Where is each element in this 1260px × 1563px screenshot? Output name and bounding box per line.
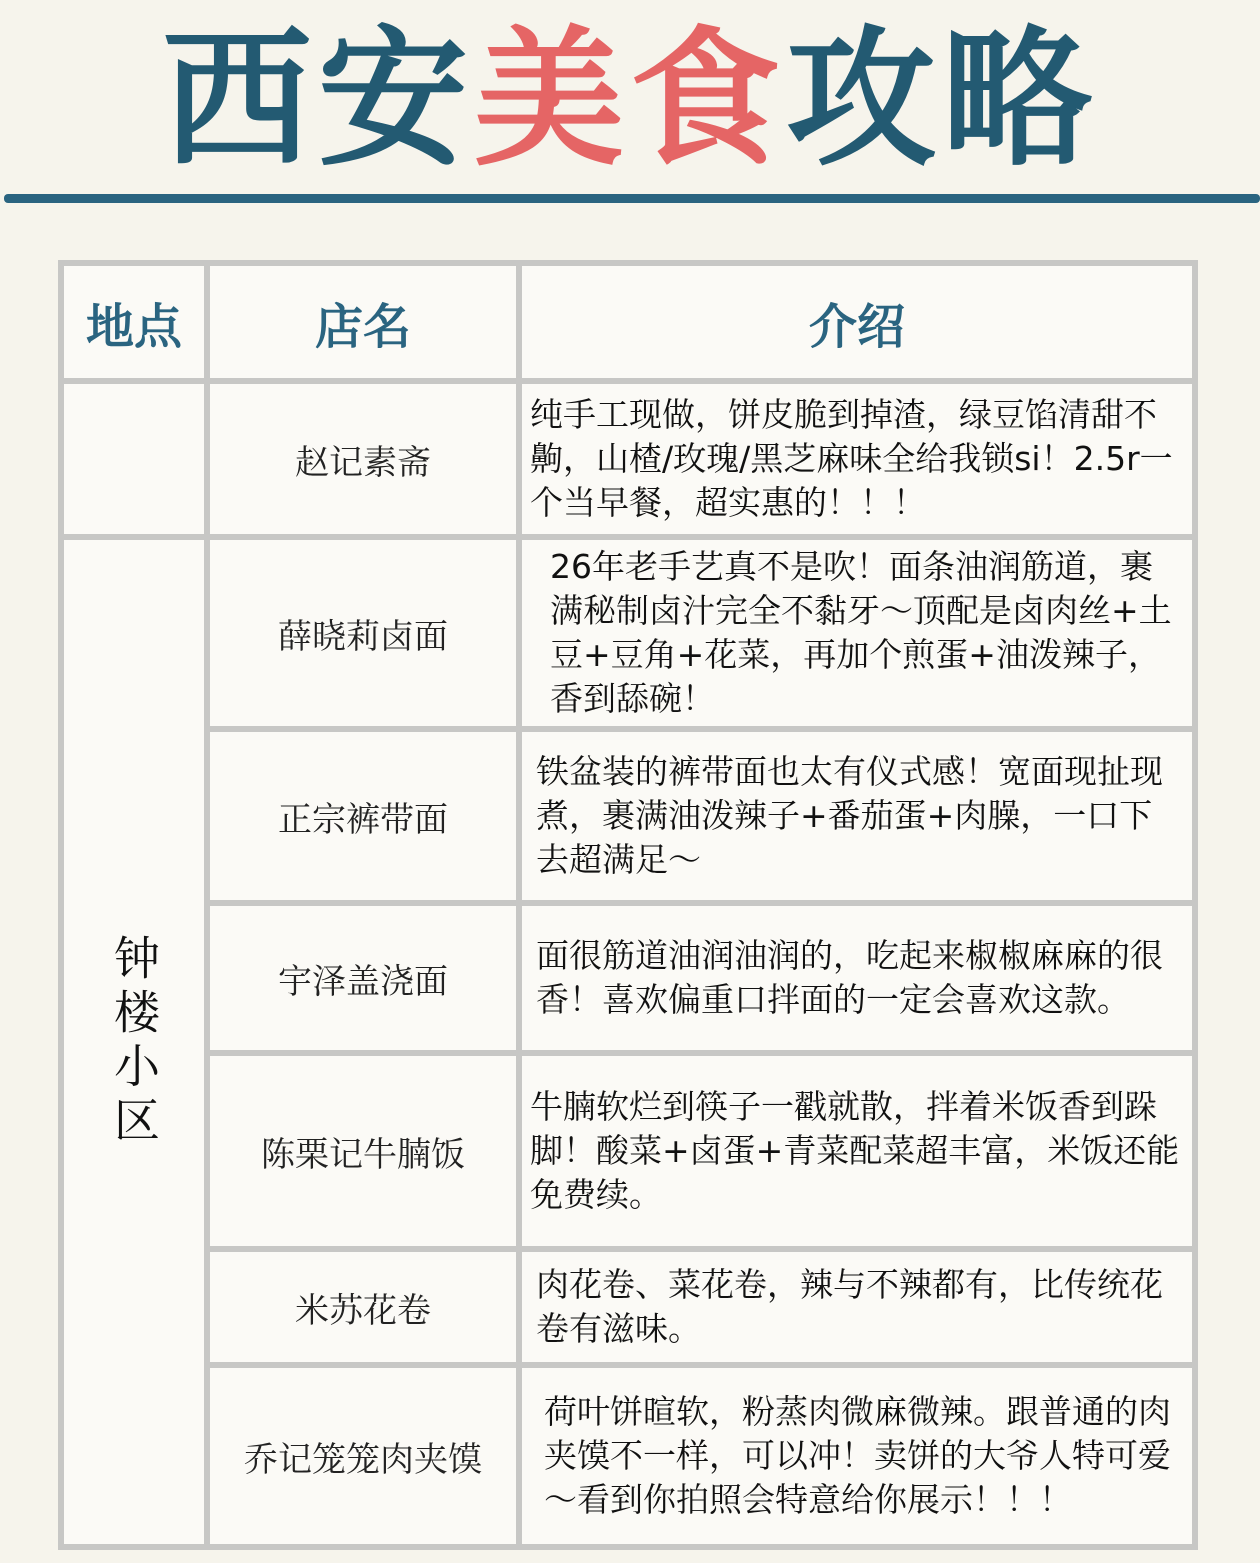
table-row-intro: [516, 1246, 1198, 1368]
table-row-shop: [204, 534, 522, 732]
table-row-shop: [204, 1050, 522, 1252]
shop-intro: 牛腩软烂到筷子一戳就散，拌着米饭香到跺脚！酸菜+卤蛋+青菜配菜超丰富，米饭还能免费续。: [530, 1087, 1180, 1214]
shop-name: 正宗裤带面: [278, 799, 448, 840]
table-row-intro: [516, 378, 1198, 540]
table-row-shop: [204, 1362, 522, 1550]
header-location-label: 地点: [85, 298, 182, 355]
location-cell-empty: [58, 378, 210, 540]
shop-name: 陈栗记牛腩饭: [261, 1134, 465, 1175]
table-row-shop: [204, 726, 522, 906]
shop-intro: 荷叶饼暄软，粉蒸肉微麻微辣。跟普通的肉夹馍不一样，可以冲！卖饼的大爷人特可爱～看到你拍照会特意给你展示！！！: [544, 1392, 1171, 1519]
header-intro-label: 介绍: [808, 298, 905, 355]
shop-name: 薛晓莉卤面: [278, 616, 448, 657]
location-label: 钟楼小区: [107, 934, 161, 1150]
shop-intro: 面很筋道油润油润的，吃起来椒椒麻麻的很香！喜欢偏重口拌面的一定会喜欢这款。: [536, 936, 1163, 1019]
table-row-intro: [516, 726, 1198, 906]
title-part-xian: 西安: [161, 13, 474, 187]
header-shop: [204, 260, 522, 384]
title-part-food: 美食: [473, 13, 786, 187]
header-shop-label: 店名: [314, 298, 411, 355]
shop-intro: 肉花卷、菜花卷，辣与不辣都有，比传统花卷有滋味。: [536, 1265, 1163, 1348]
header-location: [58, 260, 210, 384]
location-cell-zhonglou: [58, 534, 210, 1550]
title-divider: [4, 194, 1260, 203]
table-row-intro: [516, 1050, 1198, 1252]
table-row-intro: [516, 900, 1198, 1056]
shop-intro: 纯手工现做，饼皮脆到掉渣，绿豆馅清甜不齁，山楂/玫瑰/黑芝麻味全给我锁si！2.5r一个当早餐，超实惠的！！！: [530, 395, 1173, 522]
shop-name: 乔记笼笼肉夹馍: [244, 1439, 482, 1480]
shop-intro: 铁盆装的裤带面也太有仪式感！宽面现扯现煮，裹满油泼辣子+番茄蛋+肉臊，一口下去超满足～: [536, 752, 1163, 879]
shop-name: 米苏花卷: [295, 1290, 431, 1331]
table-row-shop: [204, 378, 522, 540]
shop-name: 赵记素斋: [295, 442, 431, 483]
header-intro: [516, 260, 1198, 384]
shop-intro: 26年老手艺真不是吹！面条油润筋道，裹满秘制卤汁完全不黏牙～顶配是卤肉丝+土豆+豆角+花菜，再加个煎蛋+油泼辣子，香到舔碗！: [550, 547, 1172, 718]
table-row-intro: [516, 1362, 1198, 1550]
table-row-intro: [516, 534, 1198, 732]
shop-name: 宇泽盖浇面: [278, 961, 448, 1002]
title-part-guide: 攻略: [786, 13, 1099, 187]
page-title: [0, 10, 1260, 190]
table-row-shop: [204, 1246, 522, 1368]
table-row-shop: [204, 900, 522, 1056]
